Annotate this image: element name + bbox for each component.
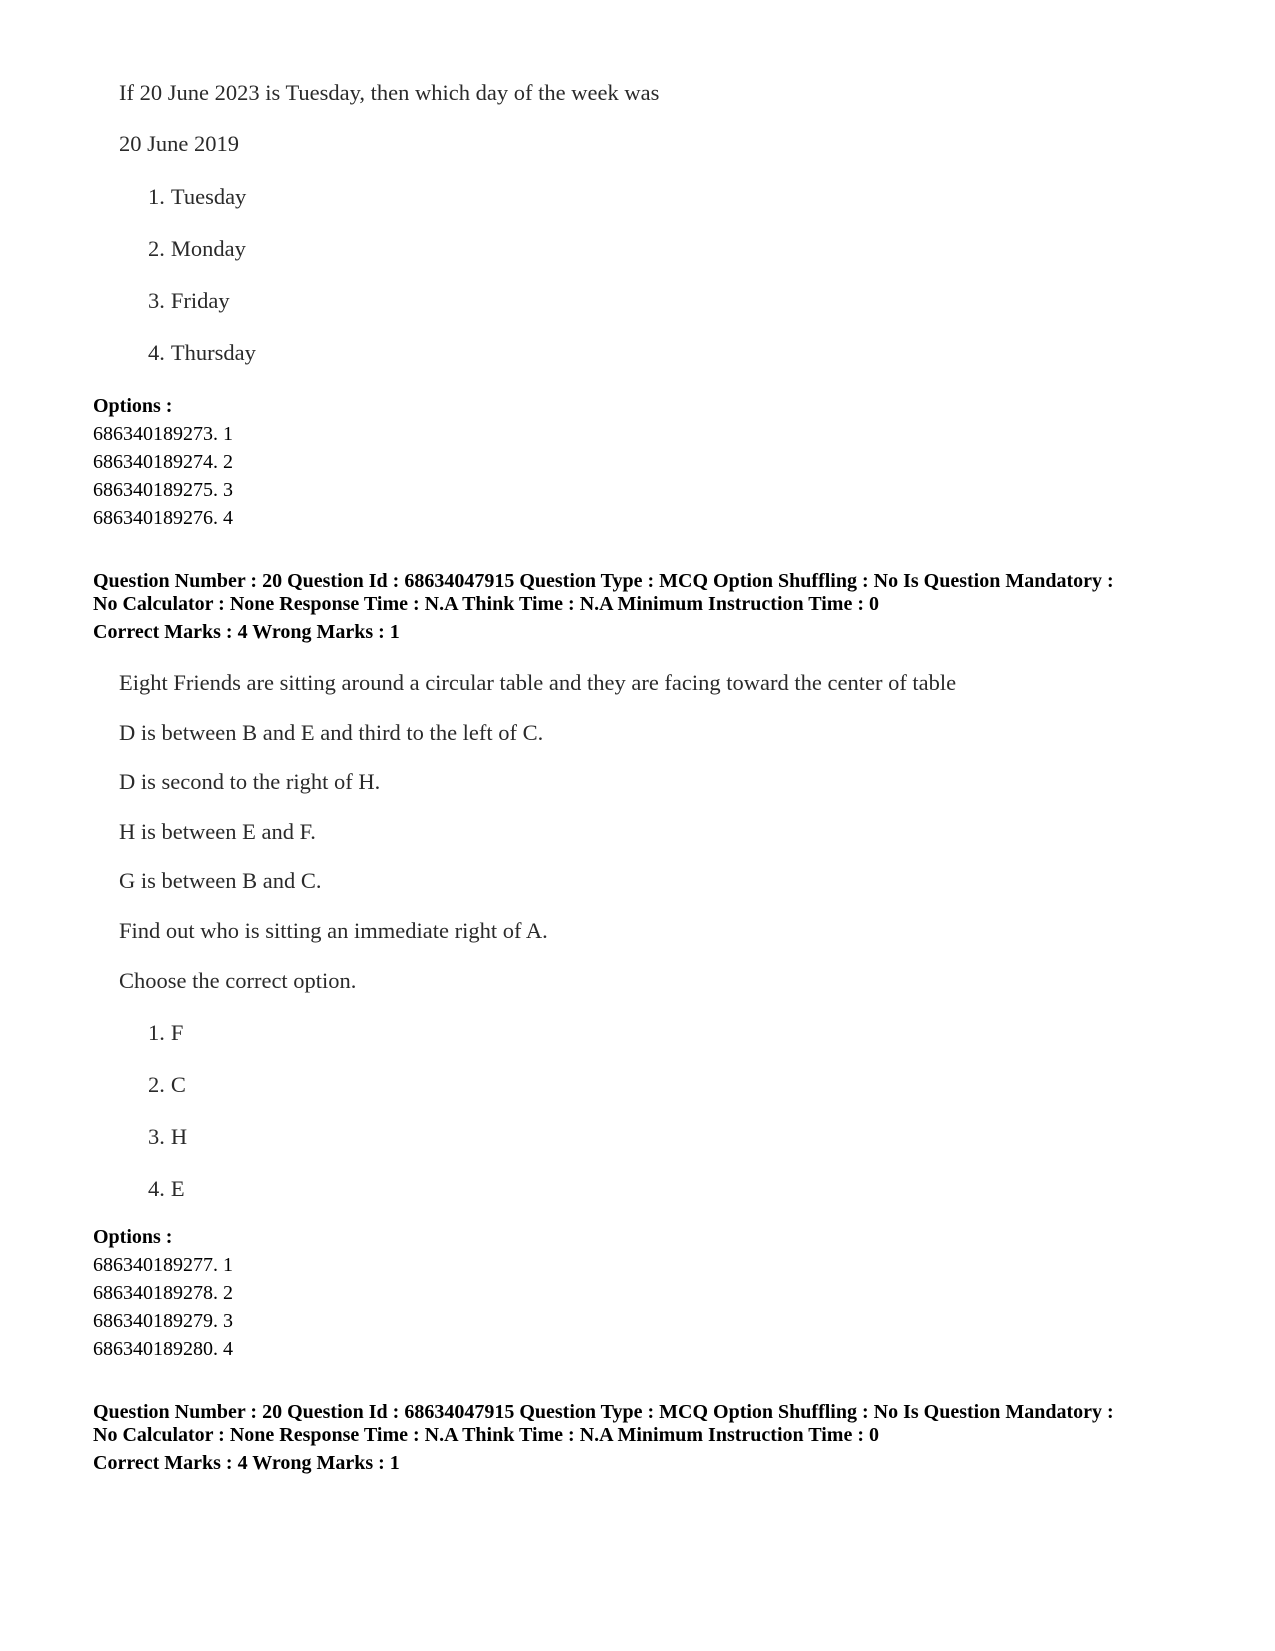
choice-text: Monday: [170, 236, 246, 261]
choice-text: C: [170, 1072, 186, 1097]
choice-number: 2.: [148, 236, 165, 261]
question-a-choice-1: [148, 186, 246, 209]
question-c-meta-line-1: Question Number : 20 Question Id : 68634047915 Question Type : MCQ Option Shuffling : No Is Question Mandatory :: [93, 1401, 1114, 1423]
question-a-stem-line-1: If 20 June 2023 is Tuesday, then which day of the week was: [119, 80, 660, 105]
choice-number: 1.: [148, 184, 165, 209]
question-b-options-label: Options :: [93, 1226, 173, 1248]
choice-number: 2.: [148, 1072, 165, 1097]
question-b-stem-line-1: Eight Friends are sitting around a circular table and they are facing toward the center of table: [119, 670, 957, 695]
choice-text: F: [170, 1020, 184, 1045]
question-a-option-1: 686340189273. 1: [93, 423, 233, 445]
question-a-option-2: 686340189274. 2: [93, 451, 233, 473]
question-a-stem-line-2: 20 June 2019: [119, 131, 239, 156]
choice-text: H: [170, 1124, 188, 1149]
question-a-choice-2: [148, 238, 246, 261]
question-b-choice-2: [148, 1074, 186, 1097]
question-c-marks: Correct Marks : 4 Wrong Marks : 1: [93, 1452, 400, 1474]
choice-text: E: [170, 1176, 185, 1201]
choice-number: 4.: [148, 1176, 165, 1201]
question-b-option-3: 686340189279. 3: [93, 1310, 233, 1332]
question-b-meta-line-1: Question Number : 20 Question Id : 68634047915 Question Type : MCQ Option Shuffling : No Is Question Mandatory :: [93, 570, 1114, 592]
question-b-stem-line-7: Choose the correct option.: [119, 968, 357, 993]
question-b-stem-line-5: G is between B and C.: [119, 868, 322, 893]
question-a-choice-4: [148, 342, 256, 365]
question-a-option-4: 686340189276. 4: [93, 507, 233, 529]
question-a-choice-3: [148, 290, 230, 313]
question-b-stem-line-6: Find out who is sitting an immediate right of A.: [119, 918, 548, 943]
question-b-meta-line-2: No Calculator : None Response Time : N.A Think Time : N.A Minimum Instruction Time : 0: [93, 593, 879, 615]
question-b-choice-1: [148, 1022, 183, 1045]
question-b-stem-line-4: H is between E and F.: [119, 819, 316, 844]
choice-text: Friday: [170, 288, 230, 313]
choice-number: 1.: [148, 1020, 165, 1045]
question-b-option-4: 686340189280. 4: [93, 1338, 233, 1360]
question-b-marks: Correct Marks : 4 Wrong Marks : 1: [93, 621, 400, 643]
question-b-stem-line-2: D is between B and E and third to the left of C.: [119, 720, 544, 745]
choice-text: Tuesday: [170, 184, 247, 209]
question-b-choice-4: [148, 1178, 185, 1201]
question-b-stem-line-3: D is second to the right of H.: [119, 769, 381, 794]
question-b-option-1: 686340189277. 1: [93, 1254, 233, 1276]
choice-number: 3.: [148, 288, 165, 313]
choice-number: 3.: [148, 1124, 165, 1149]
choice-number: 4.: [148, 340, 165, 365]
question-b-option-2: 686340189278. 2: [93, 1282, 233, 1304]
question-b-choice-3: [148, 1126, 187, 1149]
choice-text: Thursday: [170, 340, 256, 365]
question-a-option-3: 686340189275. 3: [93, 479, 233, 501]
question-a-options-label: Options :: [93, 395, 173, 417]
question-c-meta-line-2: No Calculator : None Response Time : N.A Think Time : N.A Minimum Instruction Time : 0: [93, 1424, 879, 1446]
